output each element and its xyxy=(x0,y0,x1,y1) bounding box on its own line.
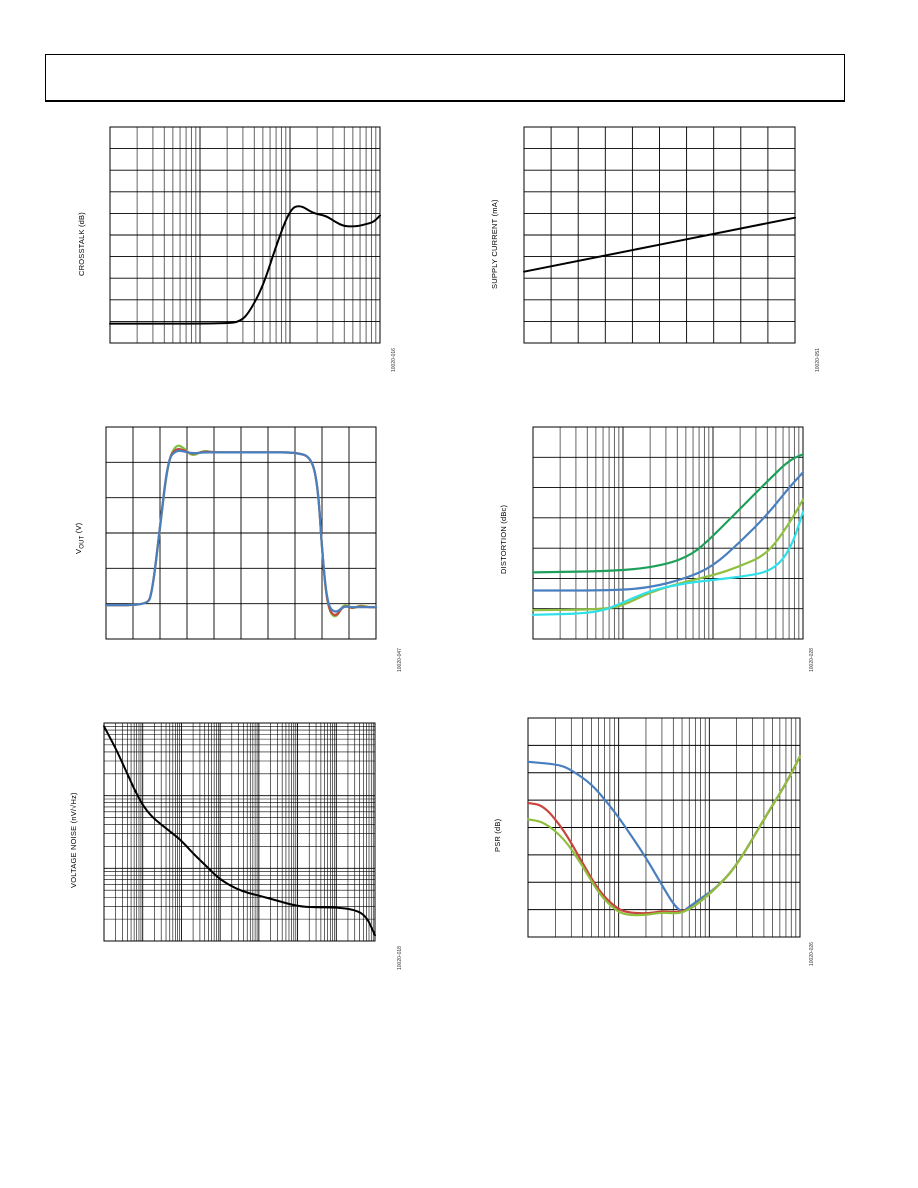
supply-current-y-axis-label: SUPPLY CURRENT (mA) xyxy=(490,199,499,289)
crosstalk-plot-area xyxy=(110,127,380,343)
vout-grid xyxy=(106,427,376,639)
distortion-frame xyxy=(533,427,803,639)
crosstalk-series-1-line xyxy=(110,206,380,323)
vout-y-axis-label-sub: OUT xyxy=(79,535,86,549)
voltage-noise-y-axis-label: VOLTAGE NOISE (nV/√Hz) xyxy=(69,792,78,888)
psr-plot-area xyxy=(528,718,800,937)
distortion-grid xyxy=(533,427,803,639)
distortion-chart xyxy=(533,427,803,639)
distortion-figure-id: 10020-028 xyxy=(809,648,815,672)
vout-figure-id: 10020-047 xyxy=(397,648,403,672)
crosstalk-y-axis-label: CROSSTALK (dB) xyxy=(77,212,86,276)
distortion-plot-area xyxy=(533,427,803,639)
page-header-box xyxy=(45,54,845,102)
vout-plot-area xyxy=(106,427,376,639)
vout-chart xyxy=(106,427,376,639)
psr-y-axis-label: PSR (dB) xyxy=(493,818,502,852)
crosstalk-figure-id: 10020-016 xyxy=(391,348,397,372)
voltage-noise-chart xyxy=(104,723,375,941)
distortion-y-axis-label: DISTORTION (dBc) xyxy=(499,504,508,574)
supply-current-plot-area xyxy=(524,127,795,343)
crosstalk-chart xyxy=(110,127,380,343)
vout-y-axis-label-unit: (V) xyxy=(74,522,83,536)
psr-series-3-line xyxy=(528,756,800,915)
vout-y-axis-label xyxy=(74,523,86,554)
crosstalk-grid xyxy=(110,127,380,343)
psr-series-1-line xyxy=(528,756,800,910)
voltage-noise-plot-area xyxy=(104,723,375,941)
voltage-noise-figure-id: 10020-018 xyxy=(397,946,403,970)
distortion-series-3-line xyxy=(533,500,803,611)
psr-chart xyxy=(528,718,800,937)
supply-current-chart xyxy=(524,127,795,343)
supply-current-figure-id: 10020-051 xyxy=(815,348,821,372)
psr-figure-id: 10020-026 xyxy=(809,942,815,966)
vout-y-axis-label-v: V xyxy=(74,548,83,554)
supply-current-grid xyxy=(524,127,795,343)
